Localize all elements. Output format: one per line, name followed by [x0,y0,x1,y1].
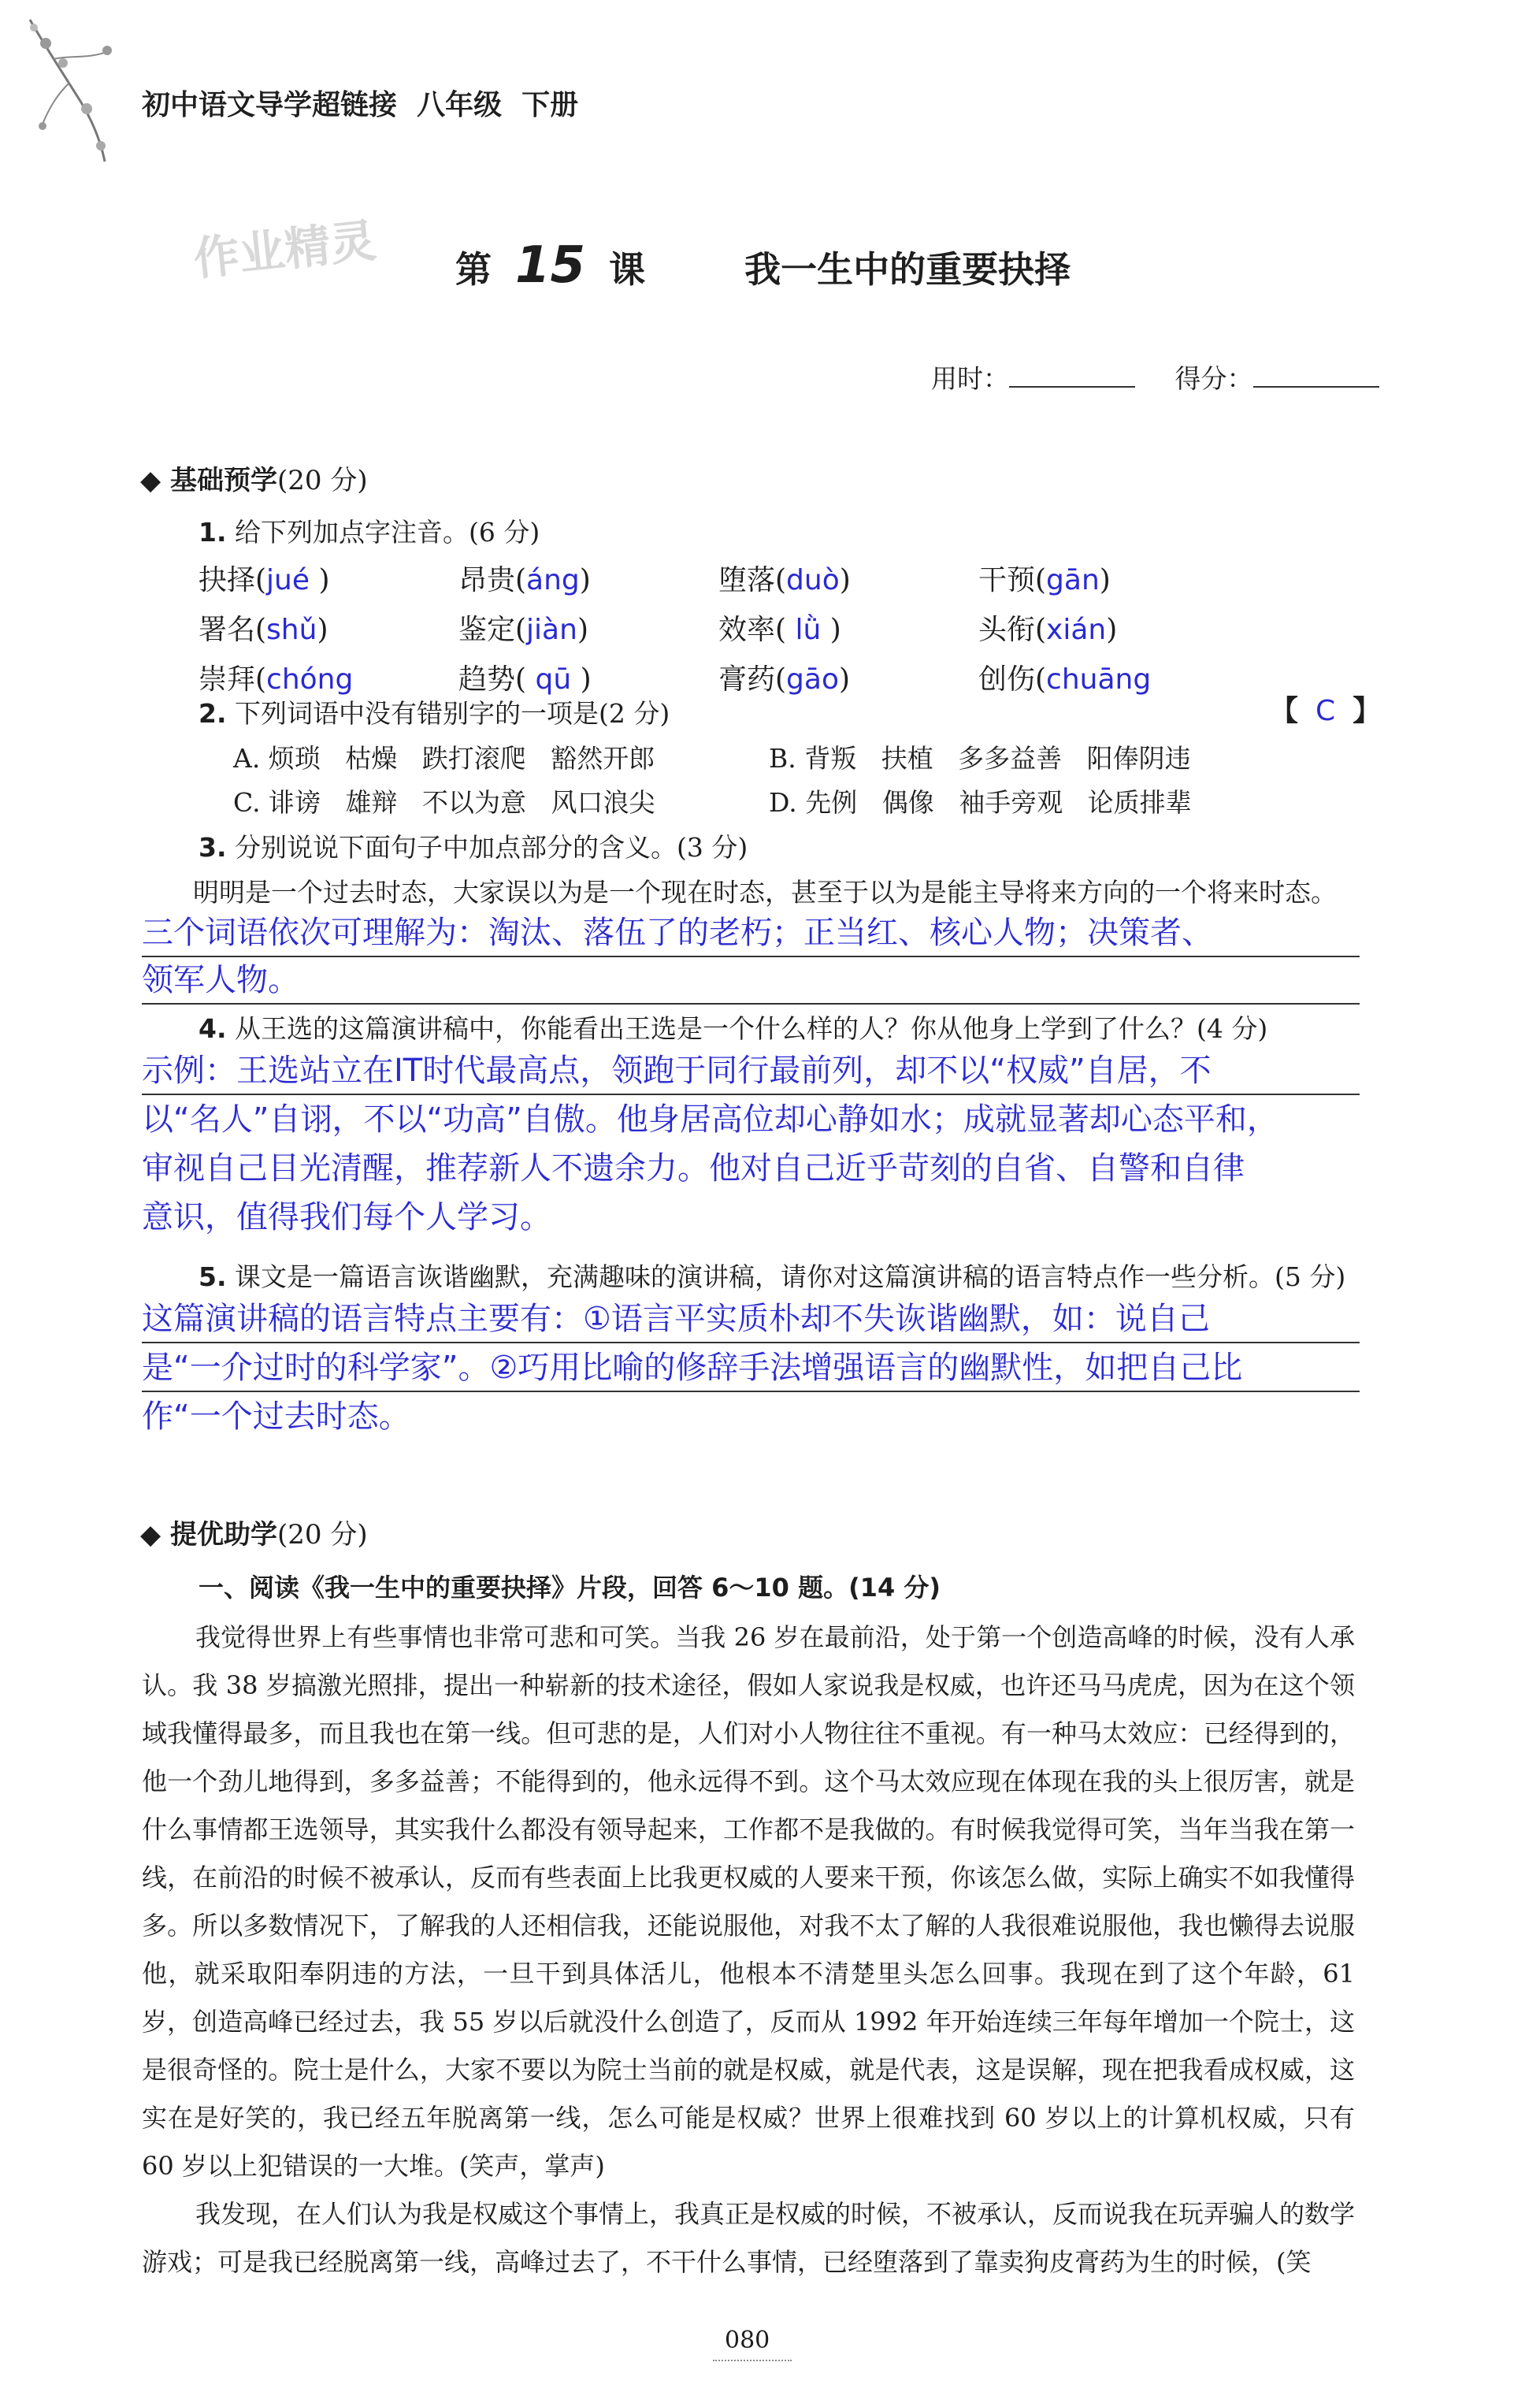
question-5-answer-line-2: 是“一介过时的科学家”。②巧用比喻的修辞手法增强语言的幽默性，如把自己比 [142,1345,1360,1392]
lesson-heading [455,236,1071,295]
book-title: 初中语文导学超链接 八年级 下册 [142,89,579,121]
question-1 [199,512,540,549]
lesson-title: 我一生中的重要抉择 [744,248,1071,291]
question-2-answer-bracket: 【 C 】 [1270,694,1382,727]
passage-paragraph-1: 我觉得世界上有些事情也非常可悲和可笑。当我 26 岁在最前沿，处于第一个创造高峰的时候，没有人承认。我 38 岁搞激光照排，提出一种崭新的技术途径，假如人家说我是权威，也许还马马虎虎，因为在这个领域我懂得最多，而且我也在第一线。但可悲的是，人们对小人物往往不重视。有一种马太效应：已经得到的，他一个劲儿地得到，多多益善；不能得到的，他永远得不到。这个马太效应现在体现在我的头上很厉害，就是什么事情都王选领导，其实我什么都没有领导起来，工作都不是我做的。有时候我觉得可笑，当年当我在第一线，在前沿的时候不被承认，反而有些表面上比我更权威的人要来干预，你该怎么做，实际上确实不如我懂得多。所以多数情况下，了解我的人还相信我，还能说服他，对我不太了解的人我很难说服他，我也懒得去说服他，就采取阳奉阴违的方法，一旦干到具体活儿，他根本不清楚里头怎么回事。我现在到了这个年龄，61 岁，创造高峰已经过去，我 55 岁以后就没什么创造了，反而从 1992 年开始连续三年每年增加一个院士，这是很奇怪的。院士是什么，大家不要以为院士当前的就是权威，就是代表，这是误解，现在把我看成权威，这实在是好笑的，我已经五年脱离第一线，怎么可能是权威？世界上很难找到 60 岁以上的计算机权威，只有 60 岁以上犯错误的一大堆。(笑声，掌声) [142,1622,1355,2181]
pinyin-item: 头衔(xián) [978,614,1118,646]
diamond-icon: ◆ [140,465,161,496]
option-c: C. 诽谤 雄辩 不以为意 风口浪尖 [233,787,655,818]
pinyin-item: 崇拜(chóng [199,663,354,696]
lesson-prefix: 第 [455,248,492,291]
option-a: A. 烦琐 枯燥 跌打滚爬 豁然开郎 [233,743,655,774]
diamond-icon: ◆ [140,1519,161,1551]
question-3-sentence: 明明是一个过去时态，大家误以为是一个现在时态，甚至于以为是能主导将来方向的一个将来时态。 [193,877,1337,908]
plum-branch-illustration [14,16,124,165]
question-2-answer: C [1315,695,1336,727]
question-2 [199,693,670,730]
reading-passage [142,1614,1355,2286]
section-basic-preview [140,459,368,497]
score-blank[interactable] [1253,386,1379,388]
section-score: (20 分) [277,465,368,496]
pinyin-item: 抉择(jué ) [199,564,330,596]
section-score: (20 分) [277,1519,368,1551]
question-stem: 从王选的这篇演讲稿中，你能看出王选是一个什么样的人？你从他身上学到了什么？(4 分) [235,1013,1268,1044]
pinyin-item: 鉴定(jiàn) [458,614,588,646]
question-5 [199,1257,1345,1294]
pinyin-item: 膏药(gāo) [718,663,851,696]
pinyin-item: 署名(shǔ) [199,614,328,646]
question-number: 2. [199,698,227,729]
question-number: 4. [199,1013,227,1044]
question-stem: 分别说说下面句子中加点部分的含义。(3 分) [235,832,748,863]
reading-part-title: 一、阅读《我一生中的重要抉择》片段，回答 6～10 题。(14 分) [199,1573,941,1603]
watermark: 作业精灵 [191,214,379,286]
question-4-answer-line-4: 意识，值得我们每个人学习。 [142,1199,551,1235]
pinyin-item: 昂贵(áng) [458,564,591,596]
question-3 [199,827,748,864]
question-4-answer-line-1: 示例：王选站立在IT时代最高点，领跑于同行最前列，却不以“权威”自居，不 [142,1048,1360,1095]
section-title: 提优助学 [170,1519,277,1551]
lesson-suffix: 课 [609,248,646,291]
section-advanced-study [140,1513,368,1551]
pinyin-item: 创伤(chuāng [978,663,1152,696]
pinyin-item: 趋势( qū ) [458,663,592,696]
question-5-answer-line-1: 这篇演讲稿的语言特点主要有：①语言平实质朴却不失诙谐幽默，如：说自己 [142,1296,1360,1343]
question-stem: 给下列加点字注音。(6 分) [235,517,540,548]
pinyin-item: 效率( lǜ ) [718,614,841,646]
question-3-answer-line-1: 三个词语依次可理解为：淘汰、落伍了的老朽；正当红、核心人物；决策者、 [142,910,1360,957]
passage-paragraph-2: 我发现，在人们认为我是权威这个事情上，我真正是权威的时候，不被承认，反而说我在玩弄骗人的数学游戏；可是我已经脱离第一线，高峰过去了，不干什么事情，已经堕落到了靠卖狗皮膏药为生的时候，(笑 [142,2199,1356,2277]
question-4-answer-line-3: 审视自己目光清醒，推荐新人不遗余力。他对自己近乎苛刻的自省、自警和自律 [142,1150,1245,1187]
time-label: 用时： [931,363,1009,394]
question-4-answer-line-2: 以“名人”自诩，不以“功高”自傲。他身居高位却心静如水；成就显著却心态平和， [142,1101,1278,1138]
time-blank[interactable] [1009,386,1135,388]
page-number: 080 [725,2327,770,2354]
time-score-row [931,358,1379,396]
question-4 [199,1008,1267,1046]
page-number-underline [713,2360,792,2361]
score-label: 得分： [1174,363,1253,394]
question-number: 1. [199,517,227,548]
pinyin-item: 堕落(duò) [718,564,851,596]
pinyin-item: 干预(gān) [978,564,1111,596]
question-number: 5. [199,1261,227,1292]
option-d: D. 先例 偶像 袖手旁观 论质排辈 [769,787,1192,818]
pinyin-grid [199,558,1238,697]
option-b: B. 背叛 扶植 多多益善 阳俸阴违 [769,743,1191,774]
lesson-number: 15 [515,236,586,295]
question-5-answer-line-3: 作“一个过去时态。 [142,1398,410,1435]
section-title: 基础预学 [170,465,277,496]
question-stem: 课文是一篇语言诙谐幽默，充满趣味的演讲稿，请你对这篇演讲稿的语言特点作一些分析。(5 分) [235,1261,1346,1292]
question-3-answer-line-2: 领军人物。 [142,957,1360,1005]
question-number: 3. [199,832,227,863]
question-stem: 下列词语中没有错别字的一项是(2 分) [235,698,670,729]
